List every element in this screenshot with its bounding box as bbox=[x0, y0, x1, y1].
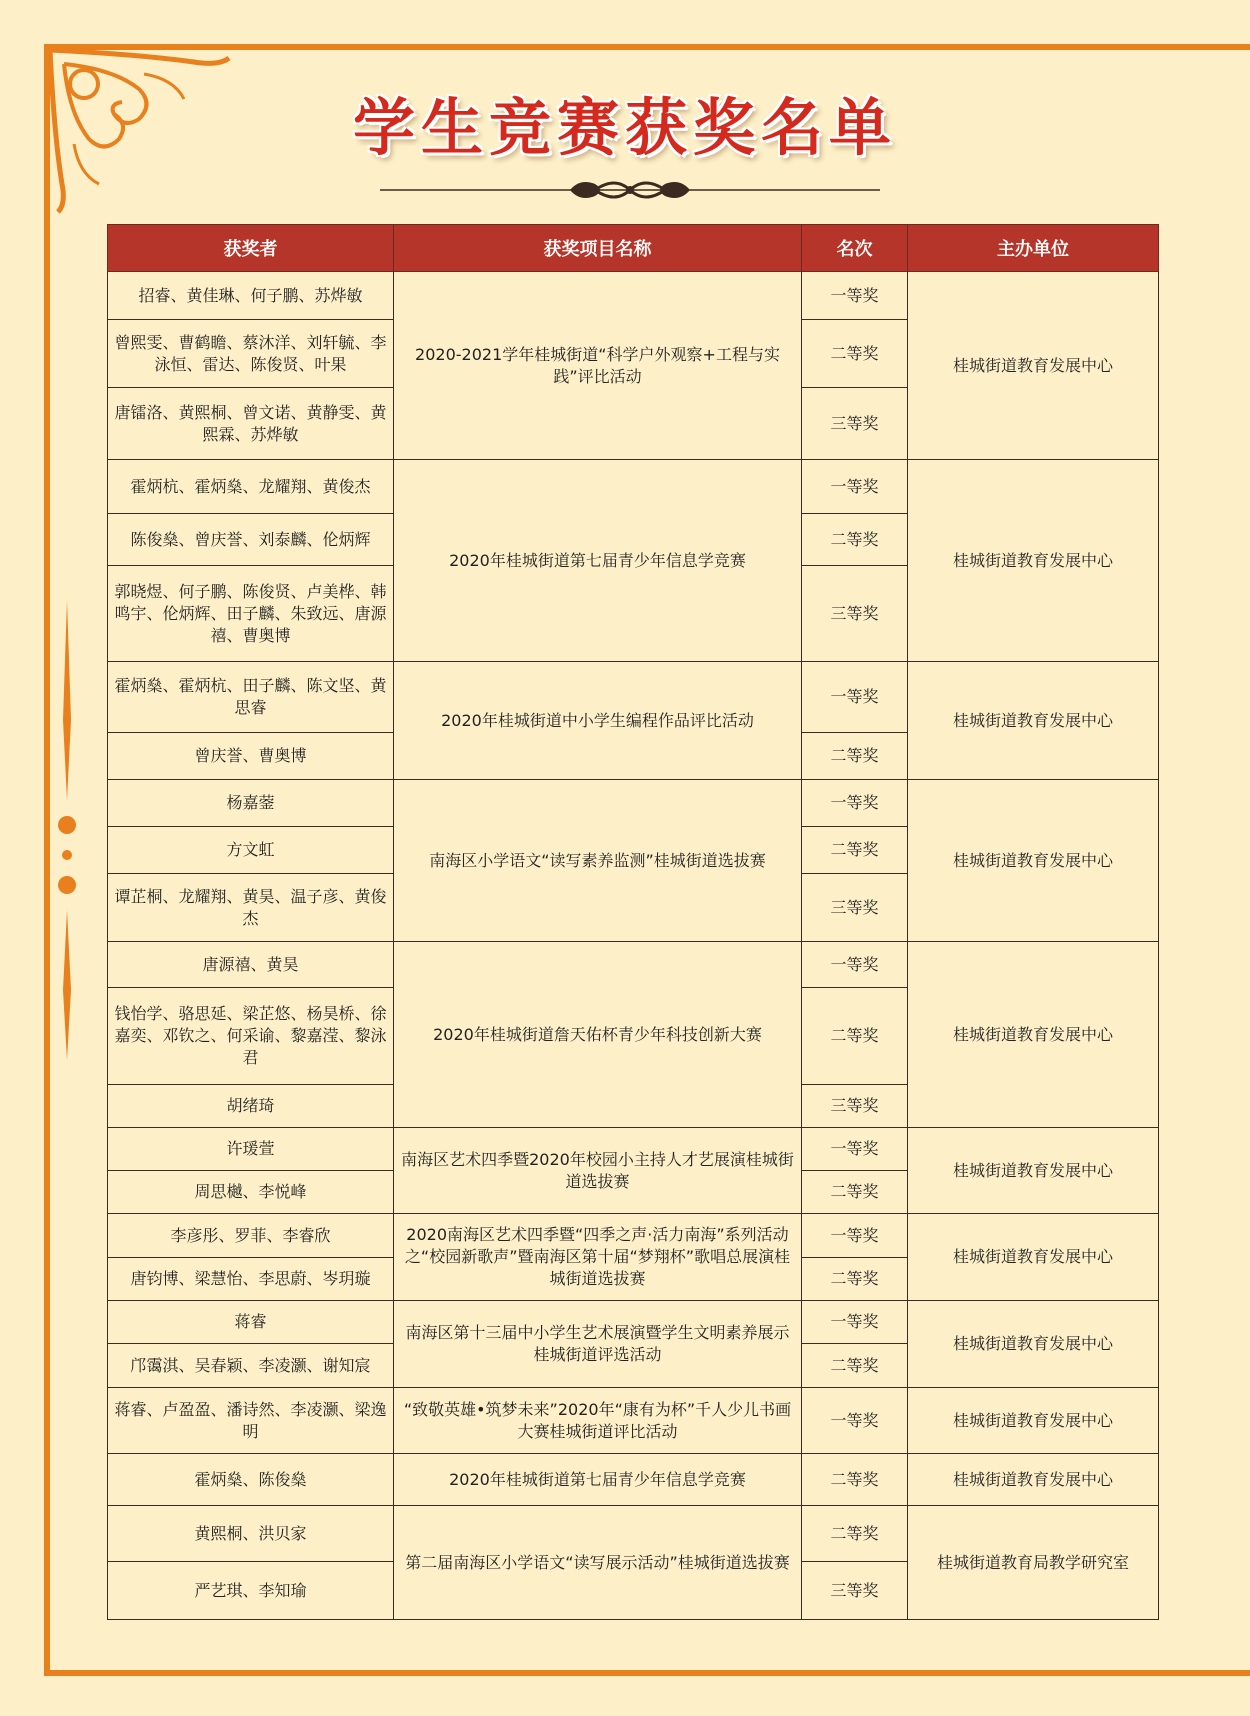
rank-cell: 一等奖 bbox=[802, 1214, 908, 1258]
rank-cell: 一等奖 bbox=[802, 460, 908, 514]
frame-bottom-border bbox=[44, 1670, 1250, 1676]
table-row bbox=[108, 460, 1159, 514]
header-organizer: 主办单位 bbox=[908, 225, 1159, 272]
organizer-cell: 桂城街道教育局教学研究室 bbox=[908, 1506, 1159, 1620]
frame-left-border bbox=[44, 44, 50, 1676]
table-row bbox=[108, 1454, 1159, 1506]
rank-cell: 一等奖 bbox=[802, 780, 908, 827]
organizer-cell: 桂城街道教育发展中心 bbox=[908, 1128, 1159, 1214]
winners-cell: 招睿、黄佳琳、何子鹏、苏烨敏 bbox=[108, 272, 394, 320]
winners-cell: 唐镭洛、黄熙桐、曾文诺、黄静雯、黄熙霖、苏烨敏 bbox=[108, 388, 394, 460]
organizer-cell: 桂城街道教育发展中心 bbox=[908, 272, 1159, 460]
organizer-cell: 桂城街道教育发展中心 bbox=[908, 1388, 1159, 1454]
header-rank: 名次 bbox=[802, 225, 908, 272]
winners-cell: 周思樾、李悦峰 bbox=[108, 1171, 394, 1214]
rank-cell: 二等奖 bbox=[802, 320, 908, 388]
winners-cell: 严艺琪、李知瑜 bbox=[108, 1562, 394, 1620]
winners-cell: 陈俊燊、曾庆誉、刘泰麟、伦炳辉 bbox=[108, 514, 394, 566]
winners-cell: 李彦彤、罗菲、李睿欣 bbox=[108, 1214, 394, 1258]
rank-cell: 二等奖 bbox=[802, 1344, 908, 1388]
organizer-cell: 桂城街道教育发展中心 bbox=[908, 1301, 1159, 1388]
organizer-cell: 桂城街道教育发展中心 bbox=[908, 1214, 1159, 1301]
winners-cell: 胡绪琦 bbox=[108, 1085, 394, 1128]
rank-cell: 二等奖 bbox=[802, 1454, 908, 1506]
rank-cell: 三等奖 bbox=[802, 874, 908, 942]
winners-cell: 蒋睿 bbox=[108, 1301, 394, 1344]
table-row bbox=[108, 1301, 1159, 1344]
winners-cell: 方文虹 bbox=[108, 827, 394, 874]
table-row bbox=[108, 1506, 1159, 1562]
project-cell: 南海区艺术四季暨2020年校园小主持人才艺展演桂城街道选拔赛 bbox=[394, 1128, 802, 1214]
rank-cell: 二等奖 bbox=[802, 514, 908, 566]
project-cell: 2020南海区艺术四季暨“四季之声·活力南海”系列活动之“校园新歌声”暨南海区第十届“梦翔杯”歌唱总展演桂城街道选拔赛 bbox=[394, 1214, 802, 1301]
winners-cell: 唐源禧、黄昊 bbox=[108, 942, 394, 988]
organizer-cell: 桂城街道教育发展中心 bbox=[908, 780, 1159, 942]
rank-cell: 三等奖 bbox=[802, 388, 908, 460]
organizer-cell: 桂城街道教育发展中心 bbox=[908, 1454, 1159, 1506]
project-cell: “致敬英雄•筑梦未来”2020年“康有为杯”千人少儿书画大赛桂城街道评比活动 bbox=[394, 1388, 802, 1454]
rank-cell: 三等奖 bbox=[802, 1085, 908, 1128]
winners-cell: 郭晓煜、何子鹏、陈俊贤、卢美桦、韩鸣宇、伦炳辉、田子麟、朱致远、唐源禧、曹奥博 bbox=[108, 566, 394, 662]
table-row bbox=[108, 662, 1159, 733]
awards-table bbox=[107, 224, 1159, 1620]
table-row bbox=[108, 1214, 1159, 1258]
winners-cell: 曾熙雯、曹鹤瞻、蔡沐洋、刘轩毓、李泳恒、雷达、陈俊贤、叶果 bbox=[108, 320, 394, 388]
winners-cell: 钱怡学、骆思延、梁芷悠、杨昊桥、徐嘉奕、邓钦之、何采谕、黎嘉滢、黎泳君 bbox=[108, 988, 394, 1085]
table-row bbox=[108, 780, 1159, 827]
winners-cell: 谭芷桐、龙耀翔、黄昊、温子彦、黄俊杰 bbox=[108, 874, 394, 942]
side-ornament-icon bbox=[52, 600, 82, 1060]
winners-cell: 唐钧博、梁慧怡、李思蔚、岑玥璇 bbox=[108, 1258, 394, 1301]
project-cell: 2020-2021学年桂城街道“科学户外观察+工程与实践”评比活动 bbox=[394, 272, 802, 460]
rank-cell: 三等奖 bbox=[802, 566, 908, 662]
project-cell: 2020年桂城街道第七届青少年信息学竞赛 bbox=[394, 1454, 802, 1506]
project-cell: 南海区第十三届中小学生艺术展演暨学生文明素养展示桂城街道评选活动 bbox=[394, 1301, 802, 1388]
table-row bbox=[108, 1128, 1159, 1171]
rank-cell: 一等奖 bbox=[802, 1128, 908, 1171]
winners-cell: 蒋睿、卢盈盈、潘诗然、李凌灏、梁逸明 bbox=[108, 1388, 394, 1454]
winners-cell: 杨嘉蓥 bbox=[108, 780, 394, 827]
rank-cell: 一等奖 bbox=[802, 942, 908, 988]
organizer-cell: 桂城街道教育发展中心 bbox=[908, 662, 1159, 780]
project-cell: 第二届南海区小学语文“读写展示活动”桂城街道选拔赛 bbox=[394, 1506, 802, 1620]
rank-cell: 二等奖 bbox=[802, 1258, 908, 1301]
project-cell: 2020年桂城街道詹天佑杯青少年科技创新大赛 bbox=[394, 942, 802, 1128]
organizer-cell: 桂城街道教育发展中心 bbox=[908, 942, 1159, 1128]
rank-cell: 二等奖 bbox=[802, 827, 908, 874]
rank-cell: 三等奖 bbox=[802, 1562, 908, 1620]
table-row bbox=[108, 272, 1159, 320]
winners-cell: 许瑗萱 bbox=[108, 1128, 394, 1171]
rank-cell: 一等奖 bbox=[802, 662, 908, 733]
winners-cell: 邝霭淇、吴春颖、李凌灏、谢知宸 bbox=[108, 1344, 394, 1388]
table-row bbox=[108, 942, 1159, 988]
rank-cell: 一等奖 bbox=[802, 1301, 908, 1344]
winners-cell: 黄熙桐、洪贝家 bbox=[108, 1506, 394, 1562]
rank-cell: 二等奖 bbox=[802, 988, 908, 1085]
winners-cell: 曾庆誉、曹奥博 bbox=[108, 733, 394, 780]
winners-cell: 霍炳杭、霍炳燊、龙耀翔、黄俊杰 bbox=[108, 460, 394, 514]
organizer-cell: 桂城街道教育发展中心 bbox=[908, 460, 1159, 662]
table-header-row bbox=[108, 225, 1159, 272]
rank-cell: 二等奖 bbox=[802, 1506, 908, 1562]
header-project: 获奖项目名称 bbox=[394, 225, 802, 272]
project-cell: 南海区小学语文“读写素养监测”桂城街道选拔赛 bbox=[394, 780, 802, 942]
project-cell: 2020年桂城街道中小学生编程作品评比活动 bbox=[394, 662, 802, 780]
winners-cell: 霍炳燊、霍炳杭、田子麟、陈文坚、黄思睿 bbox=[108, 662, 394, 733]
rank-cell: 二等奖 bbox=[802, 1171, 908, 1214]
rank-cell: 二等奖 bbox=[802, 733, 908, 780]
divider-scroll-icon bbox=[380, 170, 880, 210]
rank-cell: 一等奖 bbox=[802, 1388, 908, 1454]
header-winners: 获奖者 bbox=[108, 225, 394, 272]
page-title: 学生竞赛获奖名单 bbox=[352, 91, 897, 164]
rank-cell: 一等奖 bbox=[802, 272, 908, 320]
winners-cell: 霍炳燊、陈俊燊 bbox=[108, 1454, 394, 1506]
project-cell: 2020年桂城街道第七届青少年信息学竞赛 bbox=[394, 460, 802, 662]
table-row bbox=[108, 1388, 1159, 1454]
